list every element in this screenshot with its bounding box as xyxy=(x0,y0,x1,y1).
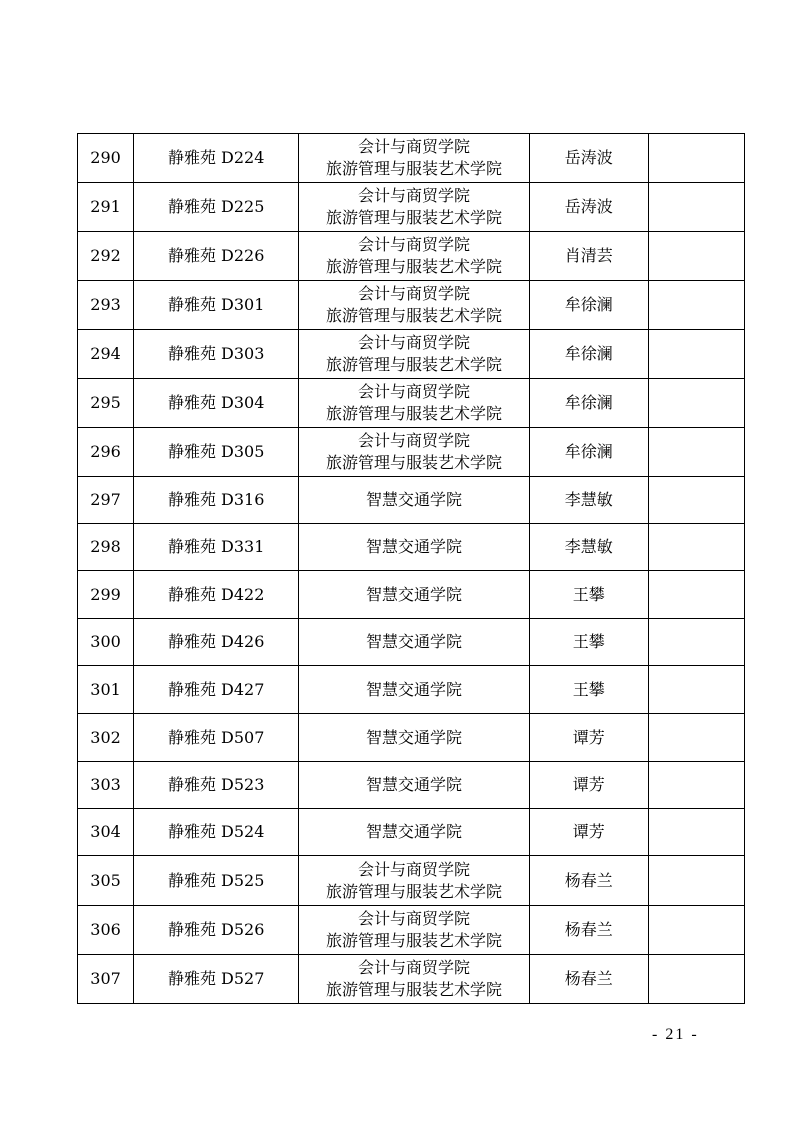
note-cell xyxy=(648,477,744,524)
note-cell xyxy=(648,714,744,762)
table-row xyxy=(78,714,745,762)
person-cell: 杨春兰 xyxy=(529,955,648,1004)
person-cell: 王攀 xyxy=(529,619,648,666)
room-cell: 静雅苑 D526 xyxy=(134,906,299,955)
room-cell: 静雅苑 D226 xyxy=(134,232,299,281)
note-cell xyxy=(648,571,744,619)
row-number-cell: 291 xyxy=(78,183,134,232)
table-row xyxy=(78,134,745,183)
row-number-cell: 300 xyxy=(78,619,134,666)
row-number-cell: 295 xyxy=(78,379,134,428)
college-cell xyxy=(299,762,529,809)
note-cell xyxy=(648,281,744,330)
college-name: 会计与商贸学院 xyxy=(357,186,470,205)
college-cell xyxy=(299,856,529,906)
person-cell: 肖清芸 xyxy=(529,232,648,281)
table-row xyxy=(78,619,745,666)
note-cell xyxy=(648,856,744,906)
college-name: 旅游管理与服装艺术学院 xyxy=(325,208,502,227)
room-cell: 静雅苑 D426 xyxy=(134,619,299,666)
college-name: 旅游管理与服装艺术学院 xyxy=(325,980,502,999)
table-row xyxy=(78,330,745,379)
college-cell xyxy=(299,714,529,762)
room-cell: 静雅苑 D225 xyxy=(134,183,299,232)
row-number-cell: 306 xyxy=(78,906,134,955)
college-name: 旅游管理与服装艺术学院 xyxy=(325,931,502,950)
college-name: 智慧交通学院 xyxy=(365,822,462,841)
table-row xyxy=(78,477,745,524)
table-row xyxy=(78,379,745,428)
college-name: 旅游管理与服装艺术学院 xyxy=(325,355,502,374)
room-cell: 静雅苑 D427 xyxy=(134,666,299,714)
room-cell: 静雅苑 D301 xyxy=(134,281,299,330)
note-cell xyxy=(648,809,744,856)
note-cell xyxy=(648,428,744,477)
college-cell xyxy=(299,666,529,714)
person-cell: 岳涛波 xyxy=(529,183,648,232)
person-cell: 牟徐澜 xyxy=(529,330,648,379)
college-name: 会计与商贸学院 xyxy=(357,431,470,450)
row-number-cell: 294 xyxy=(78,330,134,379)
college-cell xyxy=(299,330,529,379)
person-cell: 谭芳 xyxy=(529,762,648,809)
person-cell: 牟徐澜 xyxy=(529,428,648,477)
college-cell xyxy=(299,619,529,666)
table-row xyxy=(78,955,745,1004)
table-row xyxy=(78,906,745,955)
note-cell xyxy=(648,379,744,428)
room-cell: 静雅苑 D304 xyxy=(134,379,299,428)
room-cell: 静雅苑 D525 xyxy=(134,856,299,906)
college-name: 智慧交通学院 xyxy=(365,584,462,604)
note-cell xyxy=(648,524,744,571)
college-cell xyxy=(299,183,529,232)
row-number-cell: 296 xyxy=(78,428,134,477)
row-number-cell: 302 xyxy=(78,714,134,762)
college-cell xyxy=(299,571,529,619)
college-name: 会计与商贸学院 xyxy=(357,137,470,156)
row-number-cell: 305 xyxy=(78,856,134,906)
college-cell xyxy=(299,428,529,477)
college-name: 智慧交通学院 xyxy=(365,632,462,651)
table-row xyxy=(78,762,745,809)
college-cell xyxy=(299,955,529,1004)
college-cell xyxy=(299,379,529,428)
room-cell: 静雅苑 D524 xyxy=(134,809,299,856)
person-cell: 牟徐澜 xyxy=(529,379,648,428)
person-cell: 牟徐澜 xyxy=(529,281,648,330)
person-cell: 李慧敏 xyxy=(529,477,648,524)
room-cell: 静雅苑 D303 xyxy=(134,330,299,379)
college-name: 旅游管理与服装艺术学院 xyxy=(325,159,502,178)
table-row xyxy=(78,571,745,619)
table-row xyxy=(78,524,745,571)
row-number-cell: 304 xyxy=(78,809,134,856)
college-name: 旅游管理与服装艺术学院 xyxy=(325,404,502,423)
row-number-cell: 290 xyxy=(78,134,134,183)
person-cell: 谭芳 xyxy=(529,809,648,856)
college-name: 智慧交通学院 xyxy=(365,775,462,794)
college-name: 智慧交通学院 xyxy=(365,679,462,699)
row-number-cell: 301 xyxy=(78,666,134,714)
person-cell: 岳涛波 xyxy=(529,134,648,183)
table-row xyxy=(78,183,745,232)
table-body xyxy=(78,134,745,1004)
table-row xyxy=(78,856,745,906)
note-cell xyxy=(648,666,744,714)
college-name: 会计与商贸学院 xyxy=(357,859,470,879)
row-number-cell: 293 xyxy=(78,281,134,330)
row-number-cell: 307 xyxy=(78,955,134,1004)
note-cell xyxy=(648,955,744,1004)
room-cell: 静雅苑 D316 xyxy=(134,477,299,524)
page-number: - 21 - xyxy=(652,1026,699,1043)
college-name: 会计与商贸学院 xyxy=(357,333,470,352)
college-name: 旅游管理与服装艺术学院 xyxy=(325,306,502,325)
person-cell: 谭芳 xyxy=(529,714,648,762)
table-row xyxy=(78,428,745,477)
room-cell: 静雅苑 D305 xyxy=(134,428,299,477)
college-name: 智慧交通学院 xyxy=(365,727,462,747)
college-name: 智慧交通学院 xyxy=(365,537,462,556)
college-name: 旅游管理与服装艺术学院 xyxy=(325,453,502,472)
college-name: 旅游管理与服装艺术学院 xyxy=(325,257,502,276)
table-row xyxy=(78,232,745,281)
college-cell xyxy=(299,134,529,183)
college-name: 旅游管理与服装艺术学院 xyxy=(325,881,502,901)
table-row xyxy=(78,666,745,714)
table-row xyxy=(78,809,745,856)
row-number-cell: 297 xyxy=(78,477,134,524)
row-number-cell: 303 xyxy=(78,762,134,809)
note-cell xyxy=(648,762,744,809)
college-cell xyxy=(299,809,529,856)
note-cell xyxy=(648,232,744,281)
room-cell: 静雅苑 D331 xyxy=(134,524,299,571)
person-cell: 杨春兰 xyxy=(529,856,648,906)
college-cell xyxy=(299,906,529,955)
row-number-cell: 292 xyxy=(78,232,134,281)
person-cell: 李慧敏 xyxy=(529,524,648,571)
college-cell xyxy=(299,524,529,571)
college-name: 会计与商贸学院 xyxy=(357,235,470,254)
college-name: 会计与商贸学院 xyxy=(357,909,470,928)
college-name: 会计与商贸学院 xyxy=(357,284,470,303)
table-row xyxy=(78,281,745,330)
room-assignment-table xyxy=(77,133,745,1004)
room-cell: 静雅苑 D527 xyxy=(134,955,299,1004)
room-cell: 静雅苑 D507 xyxy=(134,714,299,762)
person-cell: 王攀 xyxy=(529,666,648,714)
note-cell xyxy=(648,619,744,666)
college-name: 会计与商贸学院 xyxy=(357,382,470,401)
college-cell xyxy=(299,281,529,330)
note-cell xyxy=(648,330,744,379)
person-cell: 王攀 xyxy=(529,571,648,619)
note-cell xyxy=(648,134,744,183)
college-cell xyxy=(299,232,529,281)
room-cell: 静雅苑 D422 xyxy=(134,571,299,619)
room-cell: 静雅苑 D523 xyxy=(134,762,299,809)
person-cell: 杨春兰 xyxy=(529,906,648,955)
college-cell xyxy=(299,477,529,524)
college-name: 会计与商贸学院 xyxy=(357,958,470,977)
note-cell xyxy=(648,906,744,955)
row-number-cell: 298 xyxy=(78,524,134,571)
room-cell: 静雅苑 D224 xyxy=(134,134,299,183)
row-number-cell: 299 xyxy=(78,571,134,619)
college-name: 智慧交通学院 xyxy=(365,490,462,509)
note-cell xyxy=(648,183,744,232)
